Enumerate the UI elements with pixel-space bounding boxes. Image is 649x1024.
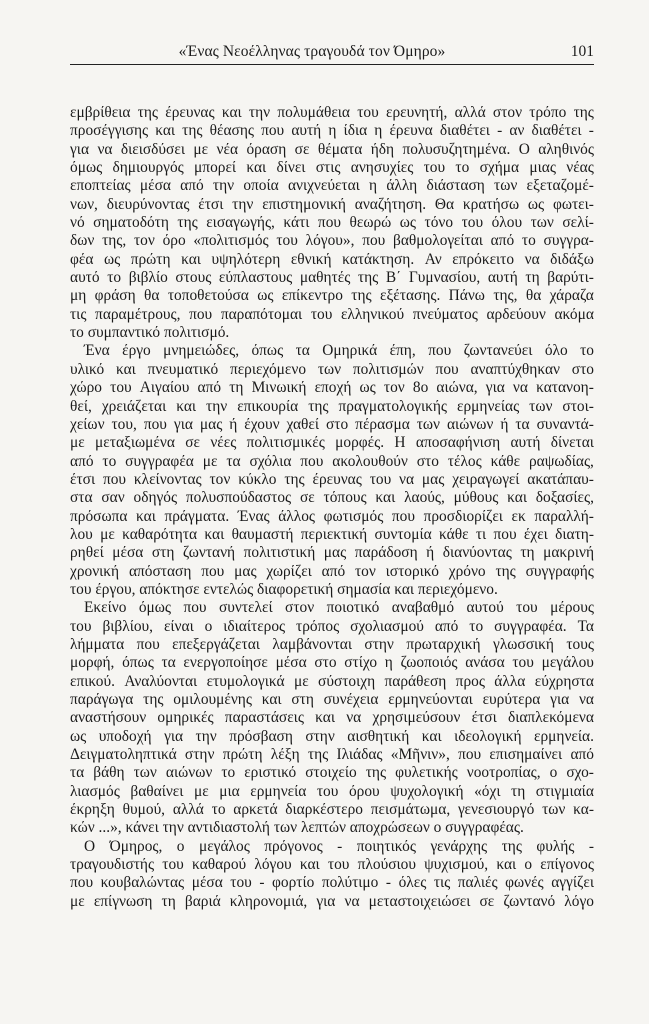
text-line: του έργου, απόκτησε εντελώς διαφορετική σημασία και περιεχόμενο. — [70, 580, 498, 598]
text-line: λήμματα που επεξεργάζεται λαμβάνονται στην πρωταρχική γλωσσική τους — [70, 635, 594, 653]
text-line: εμβρίθεια της έρευνας και την πολυμάθεια του ερευνητή, αλλά στον τρόπο της — [70, 104, 594, 121]
text-line: αναστήσουν ομηρικές παραστάσεις και να χρησιμεύσουν έτσι διαπλεκόμενα — [70, 709, 594, 727]
paragraph — [70, 599, 594, 837]
text-line: Δειγματοληπτικά στην πρώτη λέξη της Ιλιάδας «Μῆνιν», που επισημαίνει από — [70, 746, 594, 764]
text-line: προσέγγισης και της θέασης που αυτή η ίδια η έρευνα διαθέτει - αν διαθέτει - — [70, 122, 594, 140]
text-line: εποπτείας μέσα από την οποία ανιχνεύεται η άλλη διάσταση των εξεταζομέ- — [70, 177, 594, 195]
text-line: μορφή, όπως τα ενεργοποίησε μέσα στο στίχο η ζωοποιός ανάσα του μεγάλου — [70, 654, 594, 672]
text-line: επικού. Αναλύονται ετυμολογικά με σύστοιχη παράθεση προς άλλα εύχρηστα — [70, 672, 594, 690]
text-line: παράγωγα της ομιλουμένης και στη συνέχεια ερμηνεύονται ευρύτερα για να — [70, 691, 594, 708]
text-line: χείων του, που για μας ή έχουν χαθεί στο πέρασμα των αιώνων ή τα συναντά- — [70, 415, 594, 433]
text-line: λιασμός βαθαίνει με μια ερμηνεία του όρου ψυχολογική «όχι τη στιγμιαία — [70, 782, 594, 800]
text-line: τραγουδιστής του καθαρού λόγου και του πλούσιου ψυχισμού, και ο επίγονος — [70, 856, 594, 874]
text-line: με επίγνωση τη βαριά κληρονομιά, για να μεταστοιχειώσει σε ζωντανό λόγο — [70, 892, 594, 910]
text-line: θεί, χρειάζεται και την επικουρία της πραγματολογικής ερμηνείας των στοι- — [70, 397, 594, 415]
text-line: Ο Όμηρος, ο μεγάλος πρόγονος - ποιητικός γενάρχης της φυλής - — [84, 837, 594, 855]
page-header — [70, 40, 594, 65]
paragraph — [70, 104, 594, 342]
text-line: στα σαν οδηγός πολυσπούδαστος σε τόπους και λαούς, μύθους και δοξασίες, — [70, 489, 594, 507]
text-line: που κουβαλώντας μέσα του - φορτίο πολύτιμο - όλες τις παλιές φωνές αγγίζει — [70, 874, 594, 892]
text-line: δων της, τον όρο «πολιτισμός του λόγου», που βαθμολογείται από το συγγρα- — [70, 232, 594, 250]
text-line: Εκείνο όμως που συντελεί στον ποιοτικό αναβαθμό αυτού του μέρους — [84, 599, 594, 617]
text-line: χρονική απόσταση που μας χωρίζει από τον ιστορικό χρόνο της συγγραφής — [70, 562, 594, 580]
text-line: για να διεισδύσει με νέα όραση σε θέματα ήδη πολυσυζητημένα. Ο αληθινός — [70, 140, 594, 158]
text-line: τις παραμέτρους, που παραπότομαι του ελληνικού πνεύματος αρδεύουν ακόμα — [70, 305, 594, 323]
body-text — [70, 104, 594, 911]
text-line: λου με καθαρότητα και θαυμαστή περιεκτική συντομία κάθε τι που έχει διατη- — [70, 525, 594, 543]
text-line: πρόσωπα και πράγματα. Ένας άλλος φωτισμός που προσδιορίζει εκ παραλλή- — [70, 507, 594, 525]
text-line: Ένα έργο μνημειώδες, όπως τα Ομηρικά έπη, που ζωντανεύει όλο το — [84, 342, 594, 360]
page-number: 101 — [570, 43, 594, 60]
text-line: κών ...», κάνει την αντιδιαστολή των λεπτών αποχρώσεων ο συγγραφέας. — [70, 819, 524, 837]
text-line: με μεταξιωμένα σε νέες πολιτισμικές μορφές. Η αποσαφήνιση αυτή δίνεται — [70, 434, 594, 452]
text-line: το συμπαντικό πολιτισμό. — [70, 324, 230, 342]
text-line: έτσι που κλείνοντας τον κύκλο της έρευνας του να μας χειραγωγεί ακατάπαυ- — [70, 470, 594, 488]
text-line: όμως δημιουργός μπορεί και δίνει στις ανησυχίες του το σχήμα μιας νέας — [70, 159, 594, 177]
text-line: ρηθεί μέσα στη ζωντανή πολιτιστική μας παράδοση ή διανύοντας τη μακρινή — [70, 544, 594, 562]
text-line: φέα ως πρώτη και υψηλότερη εθνική κατάκτηση. Αν επρόκειτο να διδάξω — [70, 250, 594, 268]
paragraph — [70, 342, 594, 599]
running-title: «Ένας Νεοέλληνας τραγουδά τον Όμηρο» — [178, 43, 446, 60]
paragraph — [70, 838, 594, 911]
text-line: ως υποδοχή για την πρόσβαση στην αισθητική και ιδεολογική ερμηνεία. — [70, 727, 594, 745]
text-line: υλικό και πνευματικό περιεχόμενο των πολιτισμών που αναπτύχθηκαν στο — [70, 360, 594, 378]
text-line: χώρο του Αιγαίου από τη Μινωική εποχή ως τον 8ο αιώνα, για να κατανοη- — [70, 379, 594, 397]
text-line: έκρηξη θυμού, αλλά το αρκετά διαρκέστερο πεισμάτωμα, γενεσιουργό των κα- — [70, 801, 594, 819]
text-line: από το συγγραφέα με τα σχόλια που ακολουθούν στο τέλος κάθε ραψωδίας, — [70, 452, 594, 470]
text-line: αυτό το βιβλίο στους εύπλαστους μαθητές της Β΄ Γυμνασίου, αυτή τη βαρύτι- — [70, 269, 594, 287]
text-line: τα βάθη των αιώνων το εριστικό στοιχείο της φυλετικής νοοτροπίας, ο σχο- — [70, 764, 594, 782]
text-line: νων, διευρύνοντας έτσι την επιστημονική αναζήτηση. Θα κρατήσω ως φωτει- — [70, 195, 594, 213]
text-line: μη φράση θα τοποθετούσα ως επίκεντρο της εξέτασης. Πάνω της, θα χάραζα — [70, 287, 594, 305]
text-line: νό σηματοδότη της εισαγωγής, κάτι που θεωρώ ως τόνο του όλου των σελί- — [70, 214, 594, 232]
text-line: του βιβλίου, είναι ο ιδιαίτερος τρόπος σχολιασμού από το συγγραφέα. Τα — [70, 617, 594, 635]
